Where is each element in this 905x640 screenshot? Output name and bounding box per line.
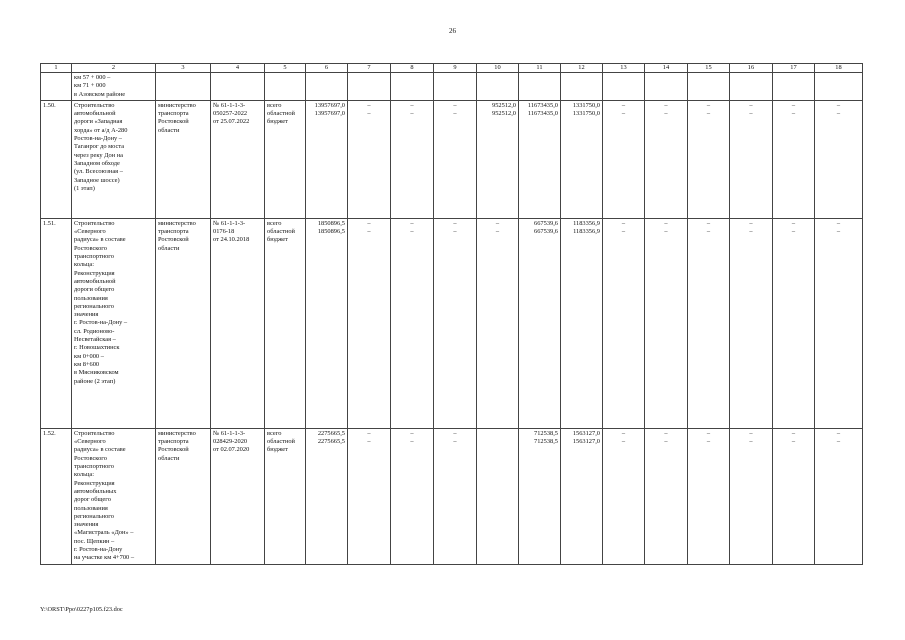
total-amount: 13957697,0 13957697,0: [306, 100, 348, 218]
year-col-8: – –: [391, 428, 434, 564]
total-amount: 1850896,5 1850896,5: [306, 218, 348, 428]
customer: министерство транспорта Ростовской области: [156, 100, 211, 218]
year-col-7: – –: [348, 428, 391, 564]
year-col-8: – –: [391, 218, 434, 428]
column-number: 1: [41, 64, 72, 73]
year-col-17: – –: [773, 428, 815, 564]
object-name: Строительство «Северного радиуса» в составе Ростовского транспортного кольца: Реконструкция автомобильной дороги общего пользования регионального значения г. Ростов-на-Дону – сл. Родионово- Несветайская – г. Новошахтинск км 0+000 – км 8+600 в Мясниковском районе (2 этап): [72, 218, 156, 428]
year-col-11: 667539,6 667539,6: [519, 218, 561, 428]
year-col-8: – –: [391, 100, 434, 218]
year-col-16: – –: [730, 218, 773, 428]
year-col-13: – –: [603, 100, 645, 218]
object-name: Строительство «Северного радиуса» в составе Ростовского транспортного кольца: Реконструкция автомобильных дорог общего пользования регионального значения «Магистраль «Дон» – пос. Щепкин – г. Ростов-на-Дону на участке км 4+700 –: [72, 428, 156, 564]
year-col-16: – –: [730, 100, 773, 218]
year-col-9: – –: [434, 100, 477, 218]
row-number: 1.52.: [41, 428, 72, 564]
year-col-10: – –: [477, 218, 519, 428]
year-col-18: – –: [815, 428, 863, 564]
year-col-12: 1183356,9 1183356,9: [561, 218, 603, 428]
year-col-9: – –: [434, 428, 477, 564]
object-name: Строительство автомобильной дороги «Западная хорда» от а/д А-280 Ростов-на-Дону – Таганрог до моста через реку Дон на Западном обходе (ул. Всесоюзная – Западное шоссе) (1 этап): [72, 100, 156, 218]
page-number: 26: [449, 27, 456, 35]
year-col-16: – –: [730, 428, 773, 564]
year-col-17: – –: [773, 218, 815, 428]
table-row: [41, 100, 863, 218]
project-document: № 61-1-1-3- 028429-2020 от 02.07.2020: [211, 428, 265, 564]
year-col-14: – –: [645, 218, 688, 428]
year-col-18: – –: [815, 218, 863, 428]
year-col-12: 1331750,0 1331750,0: [561, 100, 603, 218]
year-col-9: – –: [434, 218, 477, 428]
column-number: 12: [561, 64, 603, 73]
file-path: Y:\ORST\Ppo\0227p105.f23.doc: [40, 606, 123, 613]
column-number: 14: [645, 64, 688, 73]
customer: министерство транспорта Ростовской области: [156, 428, 211, 564]
total-amount: 2275665,5 2275665,5: [306, 428, 348, 564]
year-col-13: – –: [603, 218, 645, 428]
funding-source: всего областной бюджет: [265, 428, 306, 564]
row-number: 1.50.: [41, 100, 72, 218]
column-number: 13: [603, 64, 645, 73]
column-number: 4: [211, 64, 265, 73]
column-number: 16: [730, 64, 773, 73]
year-col-14: – –: [645, 428, 688, 564]
column-number-row: [41, 64, 863, 73]
column-number: 18: [815, 64, 863, 73]
year-col-11: 712538,5 712538,5: [519, 428, 561, 564]
column-number: 10: [477, 64, 519, 73]
year-col-17: – –: [773, 100, 815, 218]
year-col-15: – –: [688, 218, 730, 428]
funding-source: всего областной бюджет: [265, 100, 306, 218]
column-number: 11: [519, 64, 561, 73]
column-number: 5: [265, 64, 306, 73]
column-number: 6: [306, 64, 348, 73]
column-number: 17: [773, 64, 815, 73]
column-number: 8: [391, 64, 434, 73]
funding-source: всего областной бюджет: [265, 218, 306, 428]
column-number: 9: [434, 64, 477, 73]
year-col-10: 952512,0 952512,0: [477, 100, 519, 218]
continuation-row: [41, 73, 863, 101]
column-number: 7: [348, 64, 391, 73]
continued-object-name: км 57 + 000 – км 71 + 000 в Азовском районе: [72, 73, 156, 101]
row-number: 1.51.: [41, 218, 72, 428]
column-number: 15: [688, 64, 730, 73]
column-number: 2: [72, 64, 156, 73]
year-col-11: 11673435,0 11673435,0: [519, 100, 561, 218]
year-col-18: – –: [815, 100, 863, 218]
year-col-7: – –: [348, 218, 391, 428]
year-col-15: – –: [688, 428, 730, 564]
project-document: № 61-1-1-3- 050257-2022 от 25.07.2022: [211, 100, 265, 218]
table-row: [41, 428, 863, 564]
table-row: [41, 218, 863, 428]
year-col-10: [477, 428, 519, 564]
customer: министерство транспорта Ростовской области: [156, 218, 211, 428]
year-col-15: – –: [688, 100, 730, 218]
year-col-12: 1563127,0 1563127,0: [561, 428, 603, 564]
project-document: № 61-1-1-3- 0176-18 от 24.10.2018: [211, 218, 265, 428]
year-col-13: – –: [603, 428, 645, 564]
year-col-14: – –: [645, 100, 688, 218]
program-table: [40, 63, 863, 565]
year-col-7: – –: [348, 100, 391, 218]
column-number: 3: [156, 64, 211, 73]
